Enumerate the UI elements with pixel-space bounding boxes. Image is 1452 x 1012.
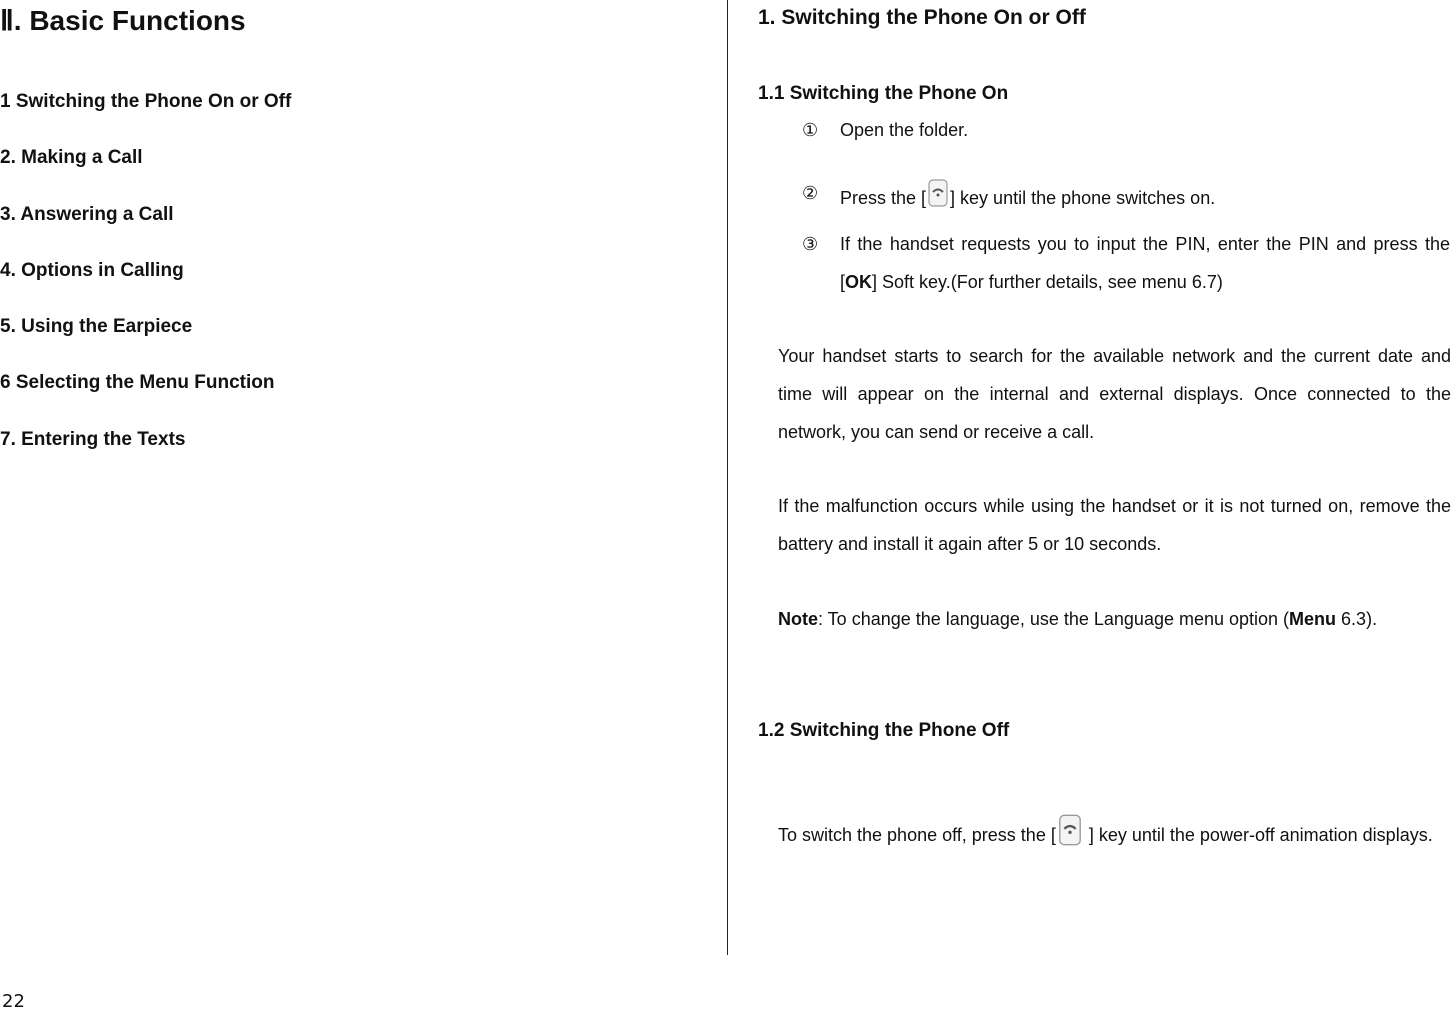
end-call-key-icon <box>1057 813 1083 847</box>
body-paragraph: If the malfunction occurs while using the handset or it is not turned on, remove the battery and install it again after 5 or 10 seconds. <box>778 496 1451 554</box>
step-text: If the handset requests you to input the PIN, enter the PIN and press the [OK] Soft key.(For further details, see menu 6.7) <box>840 234 1450 292</box>
step-number: ③ <box>802 234 819 254</box>
end-call-key-icon <box>927 178 949 208</box>
page-number: 22 <box>2 991 25 1012</box>
toc-item: 3. Answering a Call <box>0 204 174 225</box>
step-number: ① <box>802 120 819 140</box>
toc-item: 6 Selecting the Menu Function <box>0 372 275 393</box>
toc-item: 2. Making a Call <box>0 147 143 168</box>
note-label: Note <box>778 609 818 629</box>
section-title: 1. Switching the Phone On or Off <box>758 6 1086 29</box>
chapter-title: Ⅱ. Basic Functions <box>0 5 246 36</box>
toc-item: 5. Using the Earpiece <box>0 316 193 337</box>
step-text: Open the folder. <box>840 120 969 140</box>
toc-item: 7. Entering the Texts <box>0 429 186 450</box>
step-text: Press the [ ] key until the phone switches on. <box>840 178 1215 209</box>
page-divider <box>727 0 728 955</box>
body-paragraph: To switch the phone off, press the [ ] key until the power-off animation displays. <box>778 811 1451 860</box>
subsection-title-off: 1.2 Switching the Phone Off <box>758 720 1010 741</box>
step-number: ② <box>802 183 819 203</box>
note-paragraph: Note: To change the language, use the Language menu option (Menu 6.3). <box>778 609 1378 629</box>
subsection-title-on: 1.1 Switching the Phone On <box>758 83 1009 104</box>
body-paragraph: Your handset starts to search for the available network and the current date and time will appear on the internal and external displays. Once connected to the network, you can send or receive a call. <box>778 346 1451 442</box>
toc-item: 4. Options in Calling <box>0 260 184 281</box>
toc-item: 1 Switching the Phone On or Off <box>0 91 292 112</box>
